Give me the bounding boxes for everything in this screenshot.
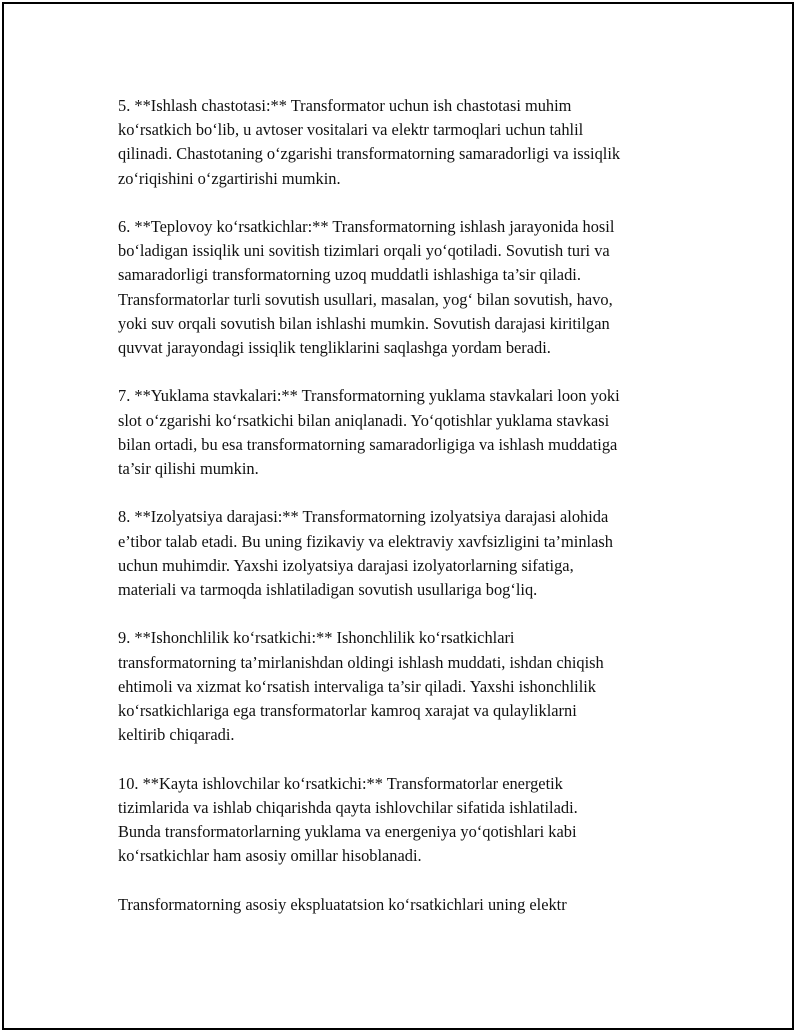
paragraph-load-rates	[118, 384, 708, 481]
text-line: uchun muhimdir. Yaxshi izolyatsiya darajasi izolyatorlarning sifatiga,	[118, 555, 574, 575]
paragraph-summary	[118, 893, 708, 917]
text-line: ko‘rsatkich bo‘lib, u avtoser vositalari va elektr tarmoqlari uchun tahlil	[118, 120, 584, 140]
text-line: materiali va tarmoqda ishlatiladigan sovutish usullariga bog‘liq.	[118, 580, 538, 600]
paragraph-insulation-level	[118, 505, 708, 602]
paragraph-processors	[118, 772, 708, 869]
text-line: bilan ortadi, bu esa transformatorning samaradorligiga va ishlash muddatiga	[118, 434, 618, 454]
text-line: zo‘riqishini o‘zgartirishi mumkin.	[118, 168, 341, 188]
document-body	[118, 94, 708, 941]
text-line: Bunda transformatorlarning yuklama va energeniya yo‘qotishlari kabi	[118, 822, 577, 842]
text-line: qilinadi. Chastotaning o‘zgarishi transformatorning samaradorligi va issiqlik	[118, 144, 621, 164]
text-line: 9. **Ishonchlilik ko‘rsatkichi:** Ishonchlilik ko‘rsatkichlari	[118, 628, 515, 648]
text-line: ko‘rsatkichlariga ega transformatorlar kamroq xarajat va qulayliklarni	[118, 701, 577, 721]
text-line: 10. **Kayta ishlovchilar ko‘rsatkichi:** Transformatorlar energetik	[118, 773, 563, 793]
text-line: 8. **Izolyatsiya darajasi:** Transformatorning izolyatsiya darajasi alohida	[118, 507, 609, 527]
text-line: Transformatorning asosiy ekspluatatsion ko‘rsatkichlari uning elektr	[118, 894, 567, 914]
text-line: ta’sir qilishi mumkin.	[118, 459, 259, 479]
text-line: yoki suv orqali sovutish bilan ishlashi mumkin. Sovutish darajasi kiritilgan	[118, 313, 610, 333]
text-line: ehtimoli va xizmat ko‘rsatish intervaliga ta’sir qiladi. Yaxshi ishonchlilik	[118, 676, 596, 696]
text-line: 7. **Yuklama stavkalari:** Transformatorning yuklama stavkalari loon yoki	[118, 386, 620, 406]
text-line: bo‘ladigan issiqlik uni sovitish tizimlari orqali yo‘qotiladi. Sovutish turi va	[118, 241, 610, 261]
text-line: samaradorligi transformatorning uzoq muddatli ishlashiga ta’sir qiladi.	[118, 265, 581, 285]
text-line: quvvat jarayondagi issiqlik tengliklarini saqlashga yordam beradi.	[118, 338, 551, 358]
text-line: Transformatorlar turli sovutish usullari, masalan, yog‘ bilan sovutish, havo,	[118, 289, 613, 309]
paragraph-operating-frequency	[118, 94, 708, 191]
paragraph-reliability	[118, 626, 708, 747]
text-line: 6. **Teplovoy ko‘rsatkichlar:** Transformatorning ishlash jarayonida hosil	[118, 217, 615, 236]
text-line: e’tibor talab etadi. Bu uning fizikaviy va elektraviy xavfsizligini ta’minlash	[118, 531, 613, 551]
text-line: ko‘rsatkichlar ham asosiy omillar hisoblanadi.	[118, 846, 422, 866]
text-line: tizimlarida va ishlab chiqarishda qayta ishlovchilar sifatida ishlatiladi.	[118, 797, 578, 817]
text-line: slot o‘zgarishi ko‘rsatkichi bilan aniqlanadi. Yo‘qotishlar yuklama stavkasi	[118, 410, 610, 430]
text-line: keltirib chiqaradi.	[118, 725, 235, 745]
text-line: 5. **Ishlash chastotasi:** Transformator uchun ish chastotasi muhim	[118, 96, 572, 115]
text-line: transformatorning ta’mirlanishdan oldingi ishlash muddati, ishdan chiqish	[118, 652, 604, 672]
paragraph-thermal-indicators	[118, 215, 708, 360]
